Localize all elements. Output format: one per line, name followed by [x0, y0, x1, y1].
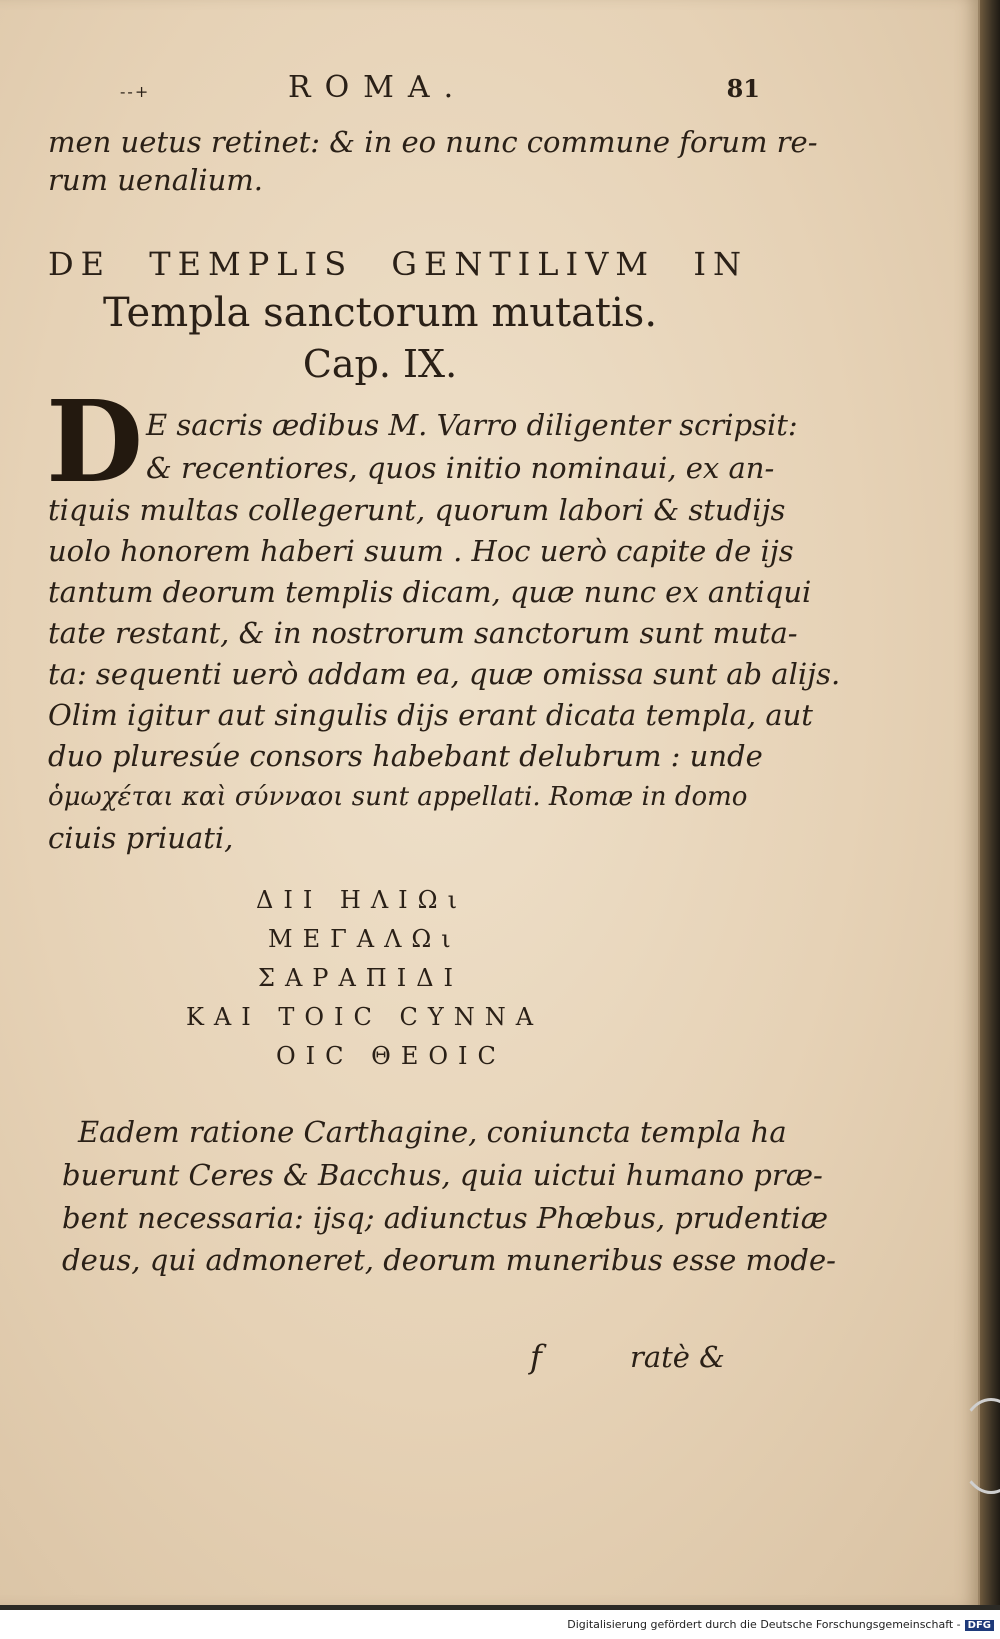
running-title: ROMA. — [288, 70, 468, 105]
chapter-subheading: Templa sanctorum mutatis. — [102, 290, 658, 336]
text-line: tate restant, & in nostrorum sanctorum sunt muta- — [48, 616, 798, 650]
text-line: duo pluresúe consors habebant delubrum : unde — [48, 739, 763, 773]
inscription-line: ΔΙΙ ΗΛΙΩι — [256, 886, 467, 914]
dfg-logo: DFG — [965, 1620, 994, 1631]
book-edge — [980, 0, 1000, 1605]
text-line: tiquis multas collegerunt, quorum labori & studijs — [48, 493, 786, 527]
text-line: Olim igitur aut singulis dijs erant dicata templa, aut — [48, 698, 813, 732]
text-line: rum uenalium. — [48, 163, 264, 197]
text-line: Eadem ratione Carthagine, coniuncta templa ha — [78, 1115, 787, 1149]
inscription-line: ΣΑΡΑΠΙΔΙ — [258, 964, 464, 992]
text-line: ta: sequenti uerò addam ea, quæ omissa sunt ab alijs. — [48, 657, 841, 691]
chapter-number: Cap. IX. — [302, 342, 458, 386]
catchword: ratè & — [630, 1340, 726, 1374]
text-line: & recentiores, quos initio nominaui, ex an- — [146, 451, 775, 485]
drop-cap: D — [46, 377, 144, 508]
text-line: uolo honorem haberi suum . Hoc uerò capite de ijs — [48, 534, 794, 568]
text-line: deus, qui admoneret, deorum muneribus esse mode- — [62, 1243, 836, 1277]
text-line: tantum deorum templis dicam, quæ nunc ex antiqui — [48, 575, 812, 609]
folio-number: 81 — [726, 74, 760, 103]
text-line: bent necessaria: ijsq; adiunctus Phœbus, prudentiæ — [62, 1201, 828, 1235]
chapter-heading: DE TEMPLIS GENTILIVM IN — [48, 245, 748, 283]
signature-mark: f — [530, 1338, 542, 1376]
running-header — [120, 70, 760, 118]
header-ornament: --+ — [120, 82, 151, 101]
text-line: men uetus retinet: & in eo nunc commune forum re- — [48, 125, 818, 159]
inscription-line: ΜΕΓΑΛΩι — [268, 925, 461, 953]
text-line: ciuis priuati, — [48, 821, 234, 855]
credit-text: Digitalisierung gefördert durch die Deutsche Forschungsgemeinschaft - — [567, 1618, 961, 1631]
inscription-line: ΚΑΙ ΤΟΙC CΥΝΝΑ — [186, 1003, 544, 1031]
digitization-credit — [567, 1618, 994, 1631]
inscription-line: ΟΙC ΘΕΟΙC — [276, 1042, 506, 1070]
text-line: ὁμωχέται καὶ σύνναοι sunt appellati. Romæ in domo — [48, 782, 748, 812]
text-line: E sacris ædibus M. Varro diligenter scripsit: — [146, 408, 798, 442]
text-line: buerunt Ceres & Bacchus, quia uictui humano præ- — [62, 1158, 823, 1192]
